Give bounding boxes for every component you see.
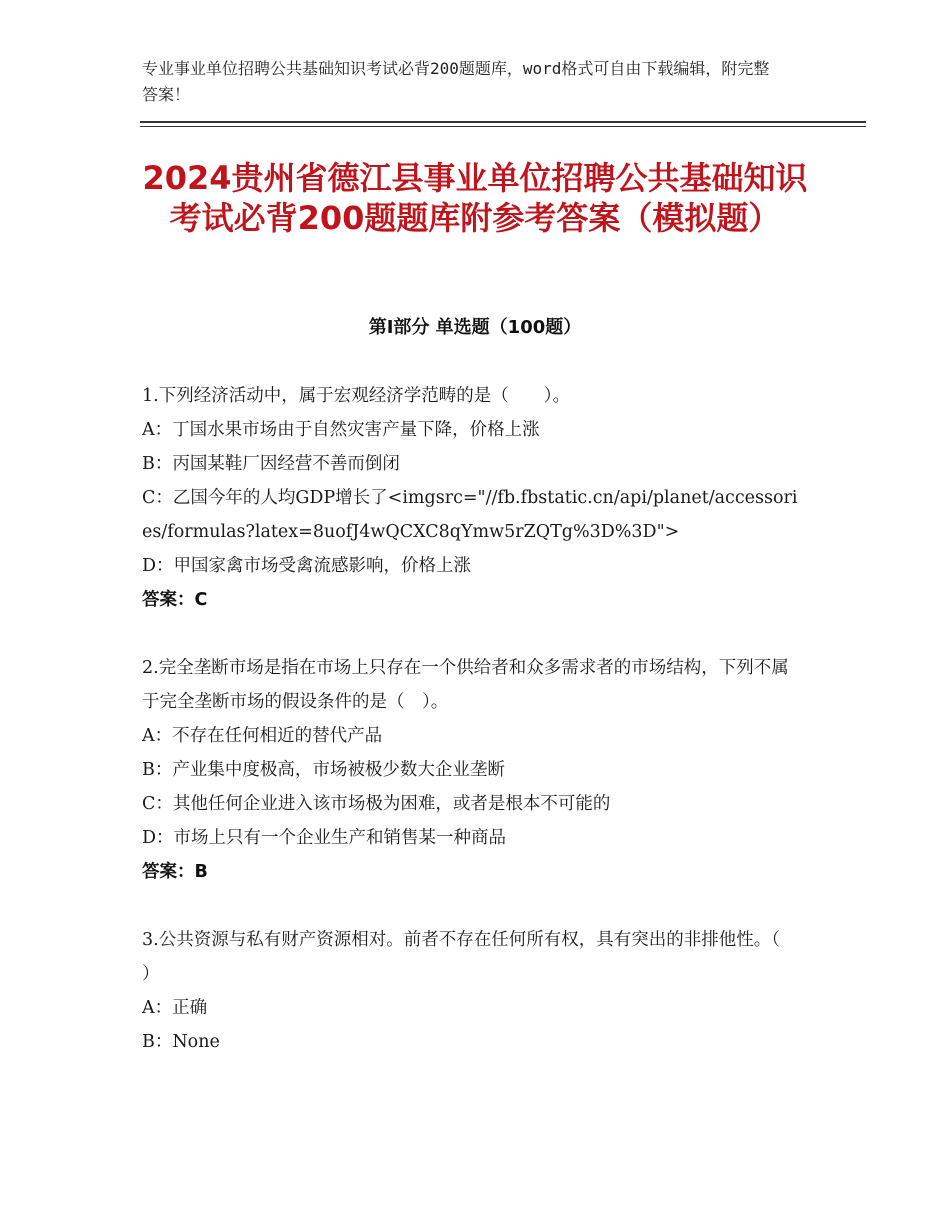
answer-label: 答案：B bbox=[142, 862, 208, 882]
question-3 bbox=[142, 923, 815, 1059]
option-b: B：None bbox=[142, 1032, 220, 1052]
question-stem: 3.公共资源与私有财产资源相对。前者不存在任何所有权，具有突出的非排他性。（ ） bbox=[142, 930, 815, 984]
header-divider-thick bbox=[140, 121, 866, 123]
header-divider-thin bbox=[140, 126, 866, 127]
option-d: D：市场上只有一个企业生产和销售某一种商品 bbox=[142, 828, 507, 848]
header-note: 专业事业单位招聘公共基础知识考试必背200题题库，word格式可自由下载编辑，附完整答案！ bbox=[142, 59, 770, 104]
question-1 bbox=[142, 379, 802, 617]
question-list bbox=[142, 379, 815, 1093]
option-b: B：丙国某鞋厂因经营不善而倒闭 bbox=[142, 454, 400, 474]
option-a: A：不存在任何相近的替代产品 bbox=[142, 726, 383, 746]
answer-label: 答案：C bbox=[142, 590, 208, 610]
document-title: 2024贵州省德江县事业单位招聘公共基础知识考试必背200题题库附参考答案（模拟题） bbox=[142, 159, 808, 237]
option-a: A：丁国水果市场由于自然灾害产量下降，价格上涨 bbox=[142, 420, 540, 440]
question-2 bbox=[142, 651, 802, 889]
option-c: C：其他任何企业进入该市场极为困难，或者是根本不可能的 bbox=[142, 794, 611, 814]
option-c: C：乙国今年的人均GDP增长了<imgsrc="//fb.fbstatic.cn/api/planet/accessories/formulas?latex=8uofJ4wQCXC8qYmw5rZQTg%3D%3D"> bbox=[142, 488, 798, 542]
option-b: B：产业集中度极高，市场被极少数大企业垄断 bbox=[142, 760, 505, 780]
option-d: D：甲国家禽市场受禽流感影响，价格上涨 bbox=[142, 556, 472, 576]
question-stem: 1.下列经济活动中，属于宏观经济学范畴的是（ ）。 bbox=[142, 386, 570, 406]
option-a: A：正确 bbox=[142, 998, 208, 1018]
section-title: 第Ⅰ部分 单选题（100题） bbox=[368, 317, 582, 338]
question-stem: 2.完全垄断市场是指在市场上只存在一个供给者和众多需求者的市场结构，下列不属于完全垄断市场的假设条件的是（ ）。 bbox=[142, 658, 789, 712]
